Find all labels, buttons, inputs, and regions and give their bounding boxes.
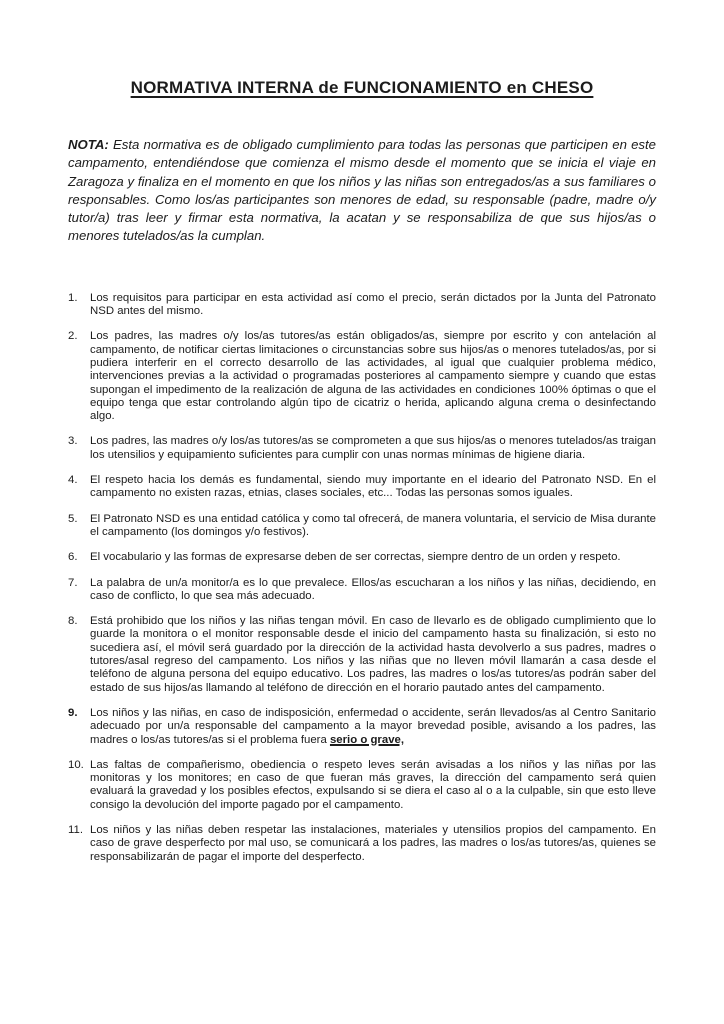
rule-number: 6. [68, 551, 78, 564]
rule-number: 8. [68, 615, 78, 628]
rule-number: 4. [68, 474, 78, 487]
rule-item-9 [68, 707, 656, 747]
rule-text: La palabra de un/a monitor/a es lo que prevalece. Ellos/as escucharan a los niños y las niñas, decidiendo, en caso de conflicto, lo que sea más adecuado. [90, 576, 656, 602]
rule-text: El respeto hacia los demás es fundamental, siendo muy importante en el ideario del Patronato NSD. En el campamento no existen razas, etnias, clases sociales, etc... Todas las personas somos iguales. [90, 474, 656, 500]
rule-number: 11. [68, 823, 83, 836]
rule-item-6 [68, 551, 656, 564]
rule-text: Los niños y las niñas deben respetar las instalaciones, materiales y utensilios propios del campamento. En caso de grave desperfecto por mal uso, se comunicará a los padres, las madres o los/as tutores/as, quienes se responsabilizarán de pagar el importe del desperfecto. [90, 823, 656, 863]
note-paragraph [68, 136, 656, 246]
rule-text: Los requisitos para participar en esta actividad así como el precio, serán dictados por la Junta del Patronato NSD antes del mismo. [90, 291, 656, 318]
rule-text: Está prohibido que los niños y las niñas tengan móvil. En caso de llevarlo es de obligado cumplimiento que lo guarde la monitora o el monitor responsable desde el inicio del campamento hasta su finalización, si esto no sucediera así, el móvil será guardado por la dirección de la actividad hasta devolverlo a sus padres, madres o tutores/asal regreso del campamento. Los niños y las niñas que no lleven móvil llamarán a casa desde el teléfono de alguna persona del equipo educativo. Los padres, las madres o los/as tutores/as podrán saber del estado de sus hijos/as llamando al teléfono de dirección en el horario pautado antes del campamento. [90, 615, 656, 694]
rule-item-7 [68, 577, 656, 604]
rule-number: 5. [68, 512, 78, 525]
rule-number: 7. [68, 576, 78, 589]
rule-item-5 [68, 513, 656, 540]
note-label: NOTA: [68, 137, 109, 152]
rule-text [90, 707, 656, 746]
rule-text: Los padres, las madres o/y los/as tutores/as se comprometen a que sus hijos/as o menores tutelados/as traigan los utensilios y equipamiento suficientes para cumplir con unas normas mínimas de higiene diaria. [90, 435, 656, 461]
rules-list [68, 292, 656, 864]
rule-text-before: Los niños y las niñas, en caso de indisposición, enfermedad o accidente, serán llevados/as al Centro Sanitario adecuado por un/a responsable del campamento a la mayor brevedad posible, avisando a los padres, las madres o los/as tutores/as si el problema fuera [90, 706, 656, 746]
rule-text: Las faltas de compañerismo, obediencia o respeto leves serán avisadas a los niños y las niñas por las monitoras y los monitores; en caso de que fueran más graves, la dirección del campamento será quien evaluará la gravedad y los posibles efectos, expulsando si se diera el caso al o a la culpable, sin que esto lleve consigo la devolución del importe pagado por el campamento. [90, 758, 656, 811]
rule-item-8 [68, 615, 656, 695]
rule-text-emphasis: serio o grave, [329, 733, 405, 746]
rule-number: 3. [68, 435, 78, 448]
rule-item-10 [68, 759, 656, 812]
rule-number: 2. [68, 330, 78, 343]
note-text: Esta normativa es de obligado cumplimiento para todas las personas que participen en este campamento, entendiéndose que comienza el mismo desde el momento que se inicia el viaje en Zaragoza y finaliza en el momento en que los niños y las niñas son entregados/as a sus familiares o responsables. Como los/as participantes son menores de edad, su responsable (padre, madre o/y tutor/a) tras leer y firmar esta normativa, la acatan y se responsabiliza de que sus hijos/as o menores tutelados/as la cumplan. [68, 137, 656, 244]
rule-number: 1. [68, 291, 78, 304]
rule-item-2 [68, 330, 656, 423]
rule-text: El vocabulario y las formas de expresarse deben de ser correctas, siempre dentro de un orden y respeto. [90, 551, 621, 564]
rule-item-3 [68, 435, 656, 462]
rule-item-11 [68, 824, 656, 864]
rule-number: 10. [68, 758, 84, 771]
rule-text: El Patronato NSD es una entidad católica y como tal ofrecerá, de manera voluntaria, el servicio de Misa durante el campamento (los domingos y/o festivos). [90, 512, 656, 538]
page-title: NORMATIVA INTERNA de FUNCIONAMIENTO en CHESO [130, 78, 594, 97]
rule-item-4 [68, 474, 656, 501]
rule-number: 9. [68, 706, 78, 719]
rule-item-1 [68, 292, 656, 319]
rule-text: Los padres, las madres o/y los/as tutores/as están obligados/as, siempre por escrito y con antelación al campamento, de notificar ciertas limitaciones o circunstancias sobre sus hijos/as o menores tutelados/as, por si pudiera interferir en el correcto desarrollo de las actividades, al igual que cualquier problema médico, intervenciones previas a la actividad o programadas posteriores al campamento siempre y cuando que estas supongan el impedimento de la realización de alguna de las actividades en condiciones 100% óptimas o que el equipo tenga que estar controlando algún tipo de cicatriz o herida, aplicando alguna crema o desinfectando algo. [90, 330, 656, 423]
